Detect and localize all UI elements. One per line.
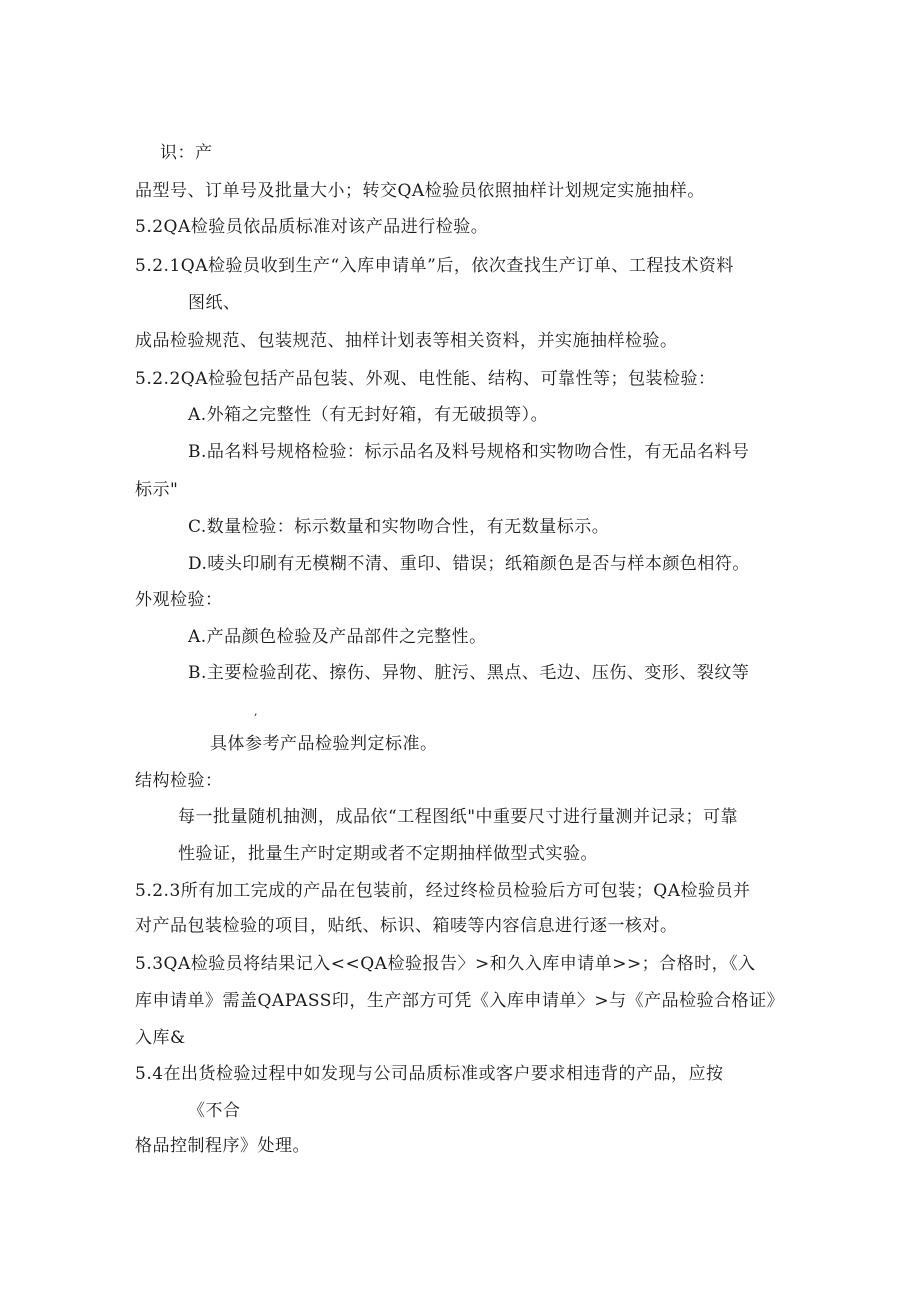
text-line: C.数量检验：标示数量和实物吻合性，有无数量标示。 xyxy=(188,517,610,537)
text-line: 库申请单》需盖QAPASS印，生产部方可凭《入库申请单〉>与《产品检验合格证》 xyxy=(135,991,785,1011)
text-line: 5.4在出货检验过程中如发现与公司品质标准或客户要求相违背的产品，应按 xyxy=(135,1064,724,1084)
text-line: 图纸、 xyxy=(188,293,241,313)
text-line: B.主要检验刮花、擦伤、异物、脏污、黑点、毛边、压伤、变形、裂纹等 xyxy=(188,663,750,683)
text-line: 外观检验： xyxy=(135,590,223,610)
text-line: 具体参考产品检验判定标准。 xyxy=(210,734,438,754)
text-line: 《不合 xyxy=(188,1101,241,1121)
text-line: 5.2.2QA检验包括产品包装、外观、电性能、结构、可靠性等；包装检验： xyxy=(135,369,716,389)
text-line: A.外箱之完整性（有无封好箱，有无破损等）。 xyxy=(188,405,549,425)
text-line: 结构检验： xyxy=(135,771,223,791)
text-line: 对产品包装检验的项目，贴纸、标识、箱唛等内容信息进行逐一核对。 xyxy=(135,916,678,936)
text-line: 入库& xyxy=(135,1028,186,1048)
text-line: 每一批量随机抽测，成品依“工程图纸"中重要尺寸进行量测并记录；可靠 xyxy=(178,807,739,827)
text-line: 成品检验规范、包装规范、抽样计划表等相关资料，并实施抽样检验。 xyxy=(135,331,678,351)
text-line: 5.2.3所有加工完成的产品在包装前，经过终检员检验后方可包装；QA检验员并 xyxy=(135,881,751,901)
text-line: 性验证，批量生产时定期或者不定期抽样做型式实验。 xyxy=(178,844,598,864)
text-line: 标示" xyxy=(135,480,179,500)
text-line: A.产品颜色检验及产品部件之完整性。 xyxy=(188,627,487,647)
text-line: 格品控制程序》处理。 xyxy=(135,1136,310,1156)
text-line: 识：产 xyxy=(160,143,213,163)
text-line: 品型号、订单号及批量大小；转交QA检验员依照抽样计划规定实施抽样。 xyxy=(135,181,705,201)
text-line: 5.2.1QA检验员收到生产“入库申请单”后，依次查找生产订单、工程技术资料 xyxy=(135,256,734,276)
text-line: 5.2QA检验员依品质标准对该产品进行检验。 xyxy=(135,217,489,237)
stray-mark: , xyxy=(254,705,258,718)
text-line: B.品名料号规格检验：标示品名及料号规格和实物吻合性，有无品名料号 xyxy=(188,442,750,462)
text-line: 5.3QA检验员将结果记入<<QA检验报告〉>和久入库申请单>>；合格时，《入 xyxy=(135,954,756,974)
text-line: D.唛头印刷有无模糊不清、重印、错误；纸箱颜色是否与样本颜色相符。 xyxy=(188,554,750,574)
